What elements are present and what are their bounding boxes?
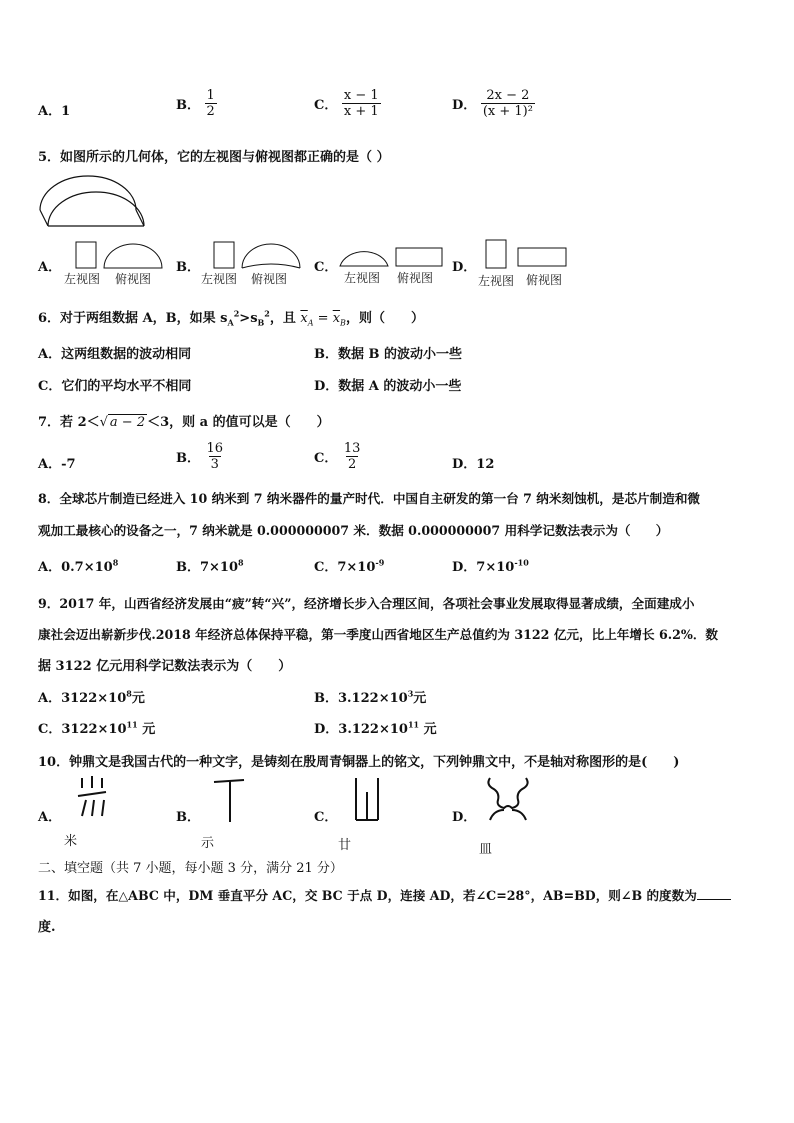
q9-line2: 康社会迈出崭新步伐.2018 年经济总体保持平稳，第一季度山西省地区生产总值约为 3122 亿元，比上年增长 6.2%．数 <box>38 627 719 642</box>
q8-option-b: B．$7\times 10^8$ <box>176 557 244 575</box>
q8-line2: 观加工最核心的设备之一，7 纳米就是 0.000000007 米．数据 0.000000007 用科学记数法表示为（ ） <box>38 523 669 538</box>
q6-option-c: C．它们的平均水平不相同 <box>38 379 192 394</box>
q5-stem: 5．如图所示的几何体，它的左视图与俯视图都正确的是（ ） <box>38 150 390 165</box>
q7-option-b: B． $\frac{16}{3}$ <box>176 441 224 472</box>
q10-option-a-label: A． <box>38 810 62 825</box>
q6-option-d: D．数据 A 的波动小一些 <box>314 379 462 394</box>
q7-option-c: C． $\frac{13}{2}$ <box>314 441 361 472</box>
q4-option-d: D． $\frac{2x - 2}{\text{(x + 1)²}}$ <box>452 88 533 119</box>
q6-option-b: B．数据 B 的波动小一些 <box>314 347 463 362</box>
q10-char-d: 皿 <box>479 842 493 857</box>
q10-option-d-label: D． <box>452 810 477 825</box>
q10-option-c-label: C． <box>314 810 338 825</box>
section-title: 二、填空题（共 7 小题，每小题 3 分，满分 21 分） <box>38 861 343 876</box>
q10-glyph-c <box>350 774 384 826</box>
q10-glyph-d <box>484 774 532 824</box>
q7-stem: 7．若 2＜√ a − 2 ＜3，则 a 的值可以是（ ） <box>38 415 330 430</box>
q5-option-b-label: B． <box>176 260 200 275</box>
q9-option-c: C．$3122\times 10^{11}$ 元 <box>38 719 156 737</box>
q9-option-b: B．$3.122\times 10^3$元 <box>314 688 427 706</box>
q10-char-a: 米 <box>64 834 78 849</box>
q5-b-top-view-label: 俯视图 <box>251 272 288 286</box>
q10-stem: 10．钟鼎文是我国古代的一种文字，是铸刻在殷周青铜器上的铭文，下列钟鼎文中，不是轴对称图形的是( ) <box>38 755 680 770</box>
q5-d-left-view-label: 左视图 <box>478 274 515 288</box>
q8-option-a: A．$0.7\times 10^8$ <box>38 557 119 575</box>
q8-line1: 8．全球芯片制造已经进入 10 纳米到 7 纳米器件的量产时代．中国自主研发的第一台 7 纳米刻蚀机，是芯片制造和微 <box>38 491 701 506</box>
q5-option-a-label: A． <box>38 260 62 275</box>
answer-blank[interactable] <box>697 887 731 900</box>
q7-option-d: D．12 <box>452 457 495 472</box>
q11-line2: 度. <box>38 920 56 935</box>
q11-line1: 11．如图，在△ABC 中，DM 垂直平分 AC，交 BC 于点 D，连接 AD，若∠C=28°，AB=BD，则∠B 的度数为 <box>38 885 731 904</box>
q5-b-left-view-label: 左视图 <box>201 272 238 286</box>
q6-option-a: A．这两组数据的波动相同 <box>38 347 192 362</box>
q5-option-d-views <box>484 238 574 272</box>
q5-a-left-view-label: 左视图 <box>64 272 101 286</box>
q5-option-c-label: C． <box>314 260 338 275</box>
q5-a-top-view-label: 俯视图 <box>115 272 152 286</box>
q8-option-d: D．$7\times 10^{-10}$ <box>452 557 529 575</box>
q5-option-b-views <box>212 240 302 270</box>
q9-line3: 据 3122 亿元用科学记数法表示为（ ） <box>38 659 292 674</box>
q5-d-top-view-label: 俯视图 <box>526 273 563 287</box>
q5-option-d-label: D． <box>452 260 477 275</box>
q7-option-a: A．-7 <box>38 457 76 472</box>
q10-char-c: 廿 <box>338 838 352 853</box>
q9-line1: 9．2017 年，山西省经济发展由“疲”转“兴”，经济增长步入合理区间，各项社会事业发展取得显著成绩，全面建成小 <box>38 596 695 611</box>
q5-c-top-view-label: 俯视图 <box>397 271 434 285</box>
q10-option-b-label: B． <box>176 810 200 825</box>
q4-option-b: B． $\frac{1}{2}$ <box>176 88 215 119</box>
q10-char-b: 示 <box>201 836 215 851</box>
q8-option-c: C．$7\times 10^{-9}$ <box>314 557 385 575</box>
q4-option-c: C． $\frac{x - 1}{x + 1}$ <box>314 88 379 119</box>
q6-stem: 6．对于两组数据 A，B，如果 $s_A^2>s_B^2$，且 $\overline{x}_A = \overline{x}_B$，则（ ） <box>38 308 424 328</box>
q10-glyph-b <box>212 776 248 826</box>
q9-option-a: A．$3122\times 10^8$元 <box>38 688 145 706</box>
q5-option-a-views <box>74 240 164 270</box>
q10-glyph-a <box>76 774 112 822</box>
q5-solid-figure <box>36 170 146 230</box>
q9-option-d: D．$3.122\times 10^{11}$ 元 <box>314 719 437 737</box>
q5-option-c-views <box>338 242 448 270</box>
q4-option-a: A．1 <box>38 104 71 119</box>
q5-c-left-view-label: 左视图 <box>344 271 381 285</box>
